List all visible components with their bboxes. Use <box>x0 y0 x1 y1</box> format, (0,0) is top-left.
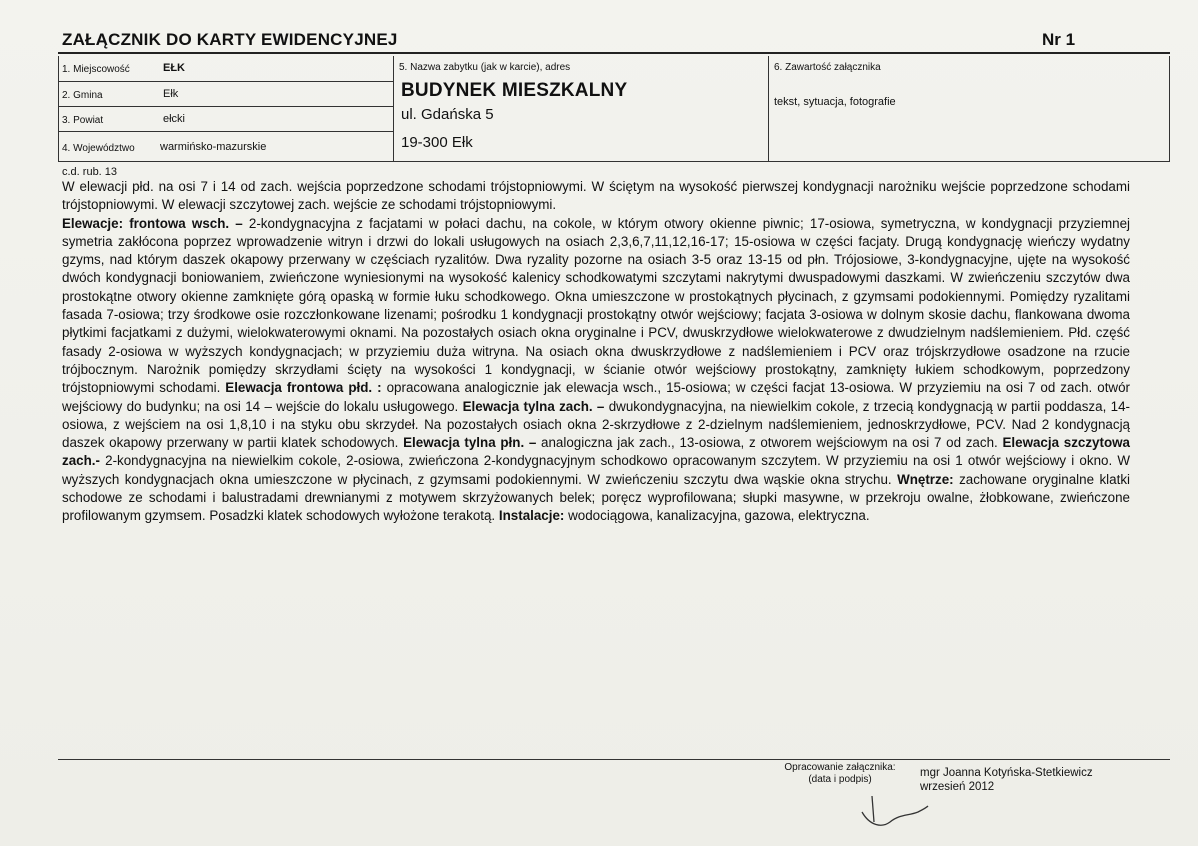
text-installations: wodociągowa, kanalizacyjna, gazowa, elektryczna. <box>564 508 870 524</box>
contents-value: tekst, sytuacja, fotografie <box>774 96 896 108</box>
building-name: BUDYNEK MIESZKALNY <box>401 80 628 101</box>
row-divider-3 <box>58 131 393 132</box>
heading-gable-west: Elewacja szczytowa zach.- <box>62 435 1130 469</box>
metadata-table <box>58 56 1170 161</box>
prepared-by-label-line1: Opracowanie załącznika: <box>784 762 896 773</box>
address-city: 19-300 Ełk <box>401 134 473 151</box>
signature-icon <box>860 792 930 832</box>
table-border-left <box>58 56 59 161</box>
heading-rear-west: Elewacja tylna zach. – <box>462 398 605 414</box>
paragraph-entrances: W elewacji płd. na osi 7 i 14 od zach. wejścia poprzedzone schodami trójstopniowymi. W ściętym na wysokość pierwszej kondygnacji narożniku wejście poprzedzone schodami trójstopniowymi. W elewacji szczytowej zach. wejście ze schodami trójstopniowymi. <box>62 179 1130 213</box>
powiat-value: ełcki <box>163 113 186 125</box>
nazwa-label: 5. Nazwa zabytku (jak w karcie), adres <box>399 62 571 73</box>
heading-installations: Instalacje: <box>498 508 565 524</box>
row-divider-2 <box>58 106 393 107</box>
description-text <box>62 178 1130 526</box>
table-border-right <box>1169 56 1170 161</box>
miejscowosc-value: EŁK <box>163 62 185 74</box>
text-facade-east: 2-kondygnacyjna z facjatami w połaci dachu, na cokole, w którym otwory okienne piwnic; 17-osiowa, symetryczna, w kondygnacji przyziemnej symetria zakłócona poprzez wprowadzenie witryn i drzwi do lokali usługowych na osiach 2,3,6,7,11,12,16-17; 15-osiowa w części facjaty. Drugą kondygnację wieńczy wydatny gzyms, nad którym daszek okapowy przerwany w częściach ryzalitów. Dwa ryzality pozorne na osiach 3-5 oraz 13-15 od płn. Trójosiowe, 3-kondygnacyjne, ujęte na wysokość dwóch kondygnacji boniowaniem, zwieńczone wyniesionymi na wysokość kalenicy schodkowatymi szczytami nakrytymi dwuspadowymi daszkami. W zwieńczeniu szczytów dwa prostokątne otwory okienne zamknięte górą opaską w formie łuku schodkowego. Okna umieszczone w prostokątnych płycinach, z gzymsami podokiennymi. Pomiędzy ryzalitami fasada 7-osiowa; trzy środkowe osie rozczłonkowane lizenami; pośrodku 1 kondygnacji prostokątny otwór wejściowy; facjata 3-osiowa w dolnym skosie dachu, flankowana dwoma płytkimi facjatkami z dużymi, wielokwaterowymi oknami. Na pozostałych osiach okna oryginalne i PCV, dwuskrzydłowe wielokwaterowe z dwudzielnym nadślemieniem. Płd. część fasady 2-osiowa w wyższych kondygnacjach; w przyziemiu duża witryna. Na osiach okna dwuskrzydłowe z nadślemieniem i PCV oraz trójskrzydłowe osadzone na rzucie trójbocznym. Narożnik pomiędzy skrzydłami ścięty na wysokości 1 kondygnacji, w ścianie otwór wejściowy prostokątny, zamknięty łukiem schodkowym, poprzedzony trójstopniowymi schodami. <box>62 215 1131 396</box>
gmina-value: Ełk <box>163 88 179 100</box>
header-rule <box>58 52 1170 54</box>
table-bottom-rule <box>58 161 1170 162</box>
prepared-by-label-line2: (data i podpis) <box>808 774 872 785</box>
document-title: ZAŁĄCZNIK DO KARTY EWIDENCYJNEJ <box>62 30 398 49</box>
gmina-label: 2. Gmina <box>62 90 103 101</box>
document-number: Nr 1 <box>1042 30 1076 49</box>
miejscowosc-label: 1. Miejscowość <box>62 64 130 75</box>
heading-facade-south: Elewacja frontowa płd. : <box>225 380 382 396</box>
prepared-date: wrzesień 2012 <box>920 781 995 793</box>
heading-facades-east: Elewacje: frontowa wsch. – <box>62 215 243 231</box>
powiat-label: 3. Powiat <box>62 115 104 126</box>
prepared-by-label <box>770 762 910 786</box>
text-gable-west: 2-kondygnacyjna na niewielkim cokole, 2-osiowa, zwieńczona 2-kondygnacyjnym schodkowo opracowanym szczytem. W przyziemiu na osi 1 otwór wejściowy i okno. W wyższych kondygnacjach okna umieszczone w płycinach, z gzymsami podokiennymi. W zwieńczeniu szczytu dwa wąskie okna strychu. <box>62 453 1130 487</box>
row-divider-1 <box>58 81 393 82</box>
footer-rule <box>58 759 1170 760</box>
address-street: ul. Gdańska 5 <box>401 106 494 123</box>
wojewodztwo-value: warmińsko-mazurskie <box>160 141 267 153</box>
text-facade-south: opracowana analogicznie jak elewacja wsch., 15-osiowa; w części facjat 13-osiowa. W przyziemiu na osi 7 od zach. otwór wejściowy do budynku; na osi 14 – wejście do lokalu usługowego. <box>62 380 1130 414</box>
text-rear-north: analogiczna jak zach., 13-osiowa, z otworem wejściowym na osi 7 od zach. <box>536 435 998 451</box>
author-name: mgr Joanna Kotyńska-Stetkiewicz <box>920 767 1093 779</box>
table-divider-1 <box>393 56 394 161</box>
heading-interior: Wnętrze: <box>897 471 954 487</box>
text-rear-west: dwukondygnacyjna, na niewielkim cokole, z trzecią kondygnacją w partii poddasza, 14-osiowa, z wejściem na osi 1,8,10 i na styku obu skrzydeł. Na pozostałych osiach okna 2-skrzydłowe z 2-dzielnym nadślemieniem, jednoskrzydłowe, PCV. Nad 2 kondygnacją daszek okapowy przerwany w partii klatek schodowych. <box>62 398 1130 451</box>
wojewodztwo-label: 4. Województwo <box>62 143 135 154</box>
text-interior: zachowane oryginalne klatki schodowe ze schodami i balustradami drewnianymi z motywem skrzyżowanych belek; poręcz wyprofilowana; słupki masywne, w przekroju owalne, żłobkowane, zwieńczone profilowanym gzymsem. Posadzki klatek schodowych wyłożone terakotą. <box>62 471 1130 524</box>
table-divider-2 <box>768 56 769 161</box>
contents-label: 6. Zawartość załącznika <box>774 62 881 73</box>
continuation-note: c.d. rub. 13 <box>62 166 118 178</box>
heading-rear-north: Elewacja tylna płn. – <box>403 435 537 451</box>
